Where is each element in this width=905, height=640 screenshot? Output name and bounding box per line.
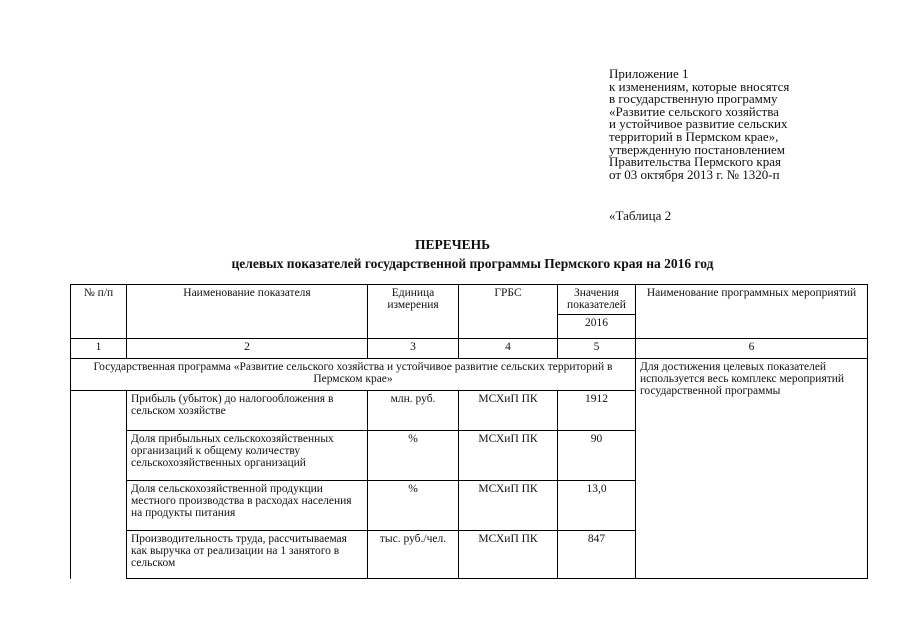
indicators-table (70, 284, 868, 579)
document-subtitle: целевых показателей государственной программы Пермского края на 2016 год (231, 256, 714, 271)
indicator-unit: % (368, 431, 459, 481)
header-name: Наименование показателя (127, 285, 368, 339)
indicator-value: 13,0 (558, 481, 636, 531)
appendix-line: «Развитие сельского хозяйства (609, 103, 779, 119)
column-number: 5 (558, 339, 636, 359)
table-reference: «Таблица 2 (609, 208, 672, 223)
header-measures: Наименование программных мероприятий (636, 285, 868, 339)
header-unit: Единица измерения (368, 285, 459, 339)
indicator-unit: % (368, 481, 459, 531)
indicator-name: Доля сельскохозяйственной продукции местного производства в расходах населения на продукты питания (127, 481, 368, 531)
indicator-grbs: МСХиП ПК (459, 481, 558, 531)
header-grbs: ГРБС (459, 285, 558, 339)
column-number: 1 (71, 339, 127, 359)
row-num-empty (71, 391, 127, 579)
column-number: 3 (368, 339, 459, 359)
appendix-line: Правительства Пермского края (609, 154, 781, 170)
indicator-name: Доля прибыльных сельскохозяйственных организаций к общему количеству сельскохозяйственных организаций (127, 431, 368, 481)
document-title: ПЕРЕЧЕНЬ (414, 237, 491, 252)
header-values: Значения показателей (558, 285, 636, 315)
indicator-unit: тыс. руб./чел. (368, 531, 459, 579)
indicator-value: 90 (558, 431, 636, 481)
appendix-line: утвержденную постановлением (609, 141, 786, 157)
column-number: 4 (459, 339, 558, 359)
indicator-value: 847 (558, 531, 636, 579)
appendix-line: и устойчивое развитие сельских (609, 116, 788, 132)
measures-cell: Для достижения целевых показателей используется весь комплекс мероприятий государственной программы (636, 359, 868, 579)
header-num: № п/п (71, 285, 127, 339)
appendix-line: к изменениям, которые вносятся (609, 78, 790, 94)
indicator-name-text: Производительность труда, рассчитываемая как выручка от реализации на 1 занятого в сельском (131, 533, 347, 569)
indicator-name: Прибыль (убыток) до налогообложения в сельском хозяйстве (127, 391, 368, 431)
indicator-unit: млн. руб. (368, 391, 459, 431)
indicator-value: 1912 (558, 391, 636, 431)
column-number: 2 (127, 339, 368, 359)
header-year: 2016 (558, 315, 636, 339)
indicator-grbs: МСХиП ПК (459, 391, 558, 431)
appendix-line: в государственную программу (609, 91, 778, 107)
program-row: Государственная программа «Развитие сельского хозяйства и устойчивое развитие сельских территорий в Пермском крае» (71, 359, 636, 391)
appendix-line: Приложение 1 (609, 66, 689, 81)
appendix-line: от 03 октября 2013 г. № 1320-п (609, 166, 780, 182)
column-number: 6 (636, 339, 868, 359)
indicator-name (127, 531, 368, 579)
indicator-grbs: МСХиП ПК (459, 431, 558, 481)
indicator-grbs: МСХиП ПК (459, 531, 558, 579)
appendix-note (609, 68, 789, 181)
appendix-line: территорий в Пермском крае», (609, 128, 779, 144)
